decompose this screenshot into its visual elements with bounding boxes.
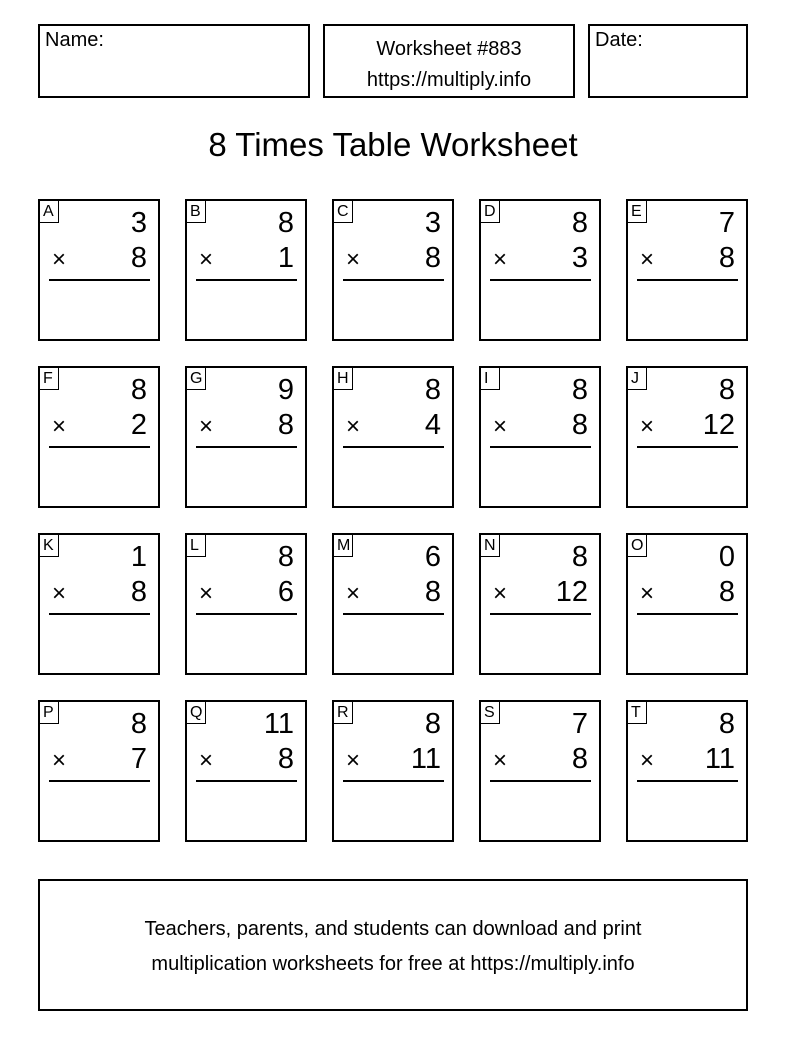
problem-bottom-number: 11 [410,743,441,775]
multiply-sign: × [346,413,361,440]
problem-top-number: 7 [718,207,735,239]
problem-top-number: 8 [718,374,735,406]
problem-letter: I [481,368,500,390]
problem-top-number: 3 [130,207,147,239]
problem-bottom-number: 8 [571,409,588,441]
problem-bottom-number: 8 [424,576,441,608]
problem-bottom-number: 8 [718,242,735,274]
problem-bottom-number: 2 [130,409,147,441]
problem-cell[interactable] [626,700,748,842]
problem-top-number: 8 [277,207,294,239]
problem-cell[interactable] [185,199,307,341]
multiply-sign: × [493,413,508,440]
problem-letter: G [187,368,206,390]
problem-letter: F [40,368,59,390]
answer-line [343,613,444,615]
problem-bottom-number: 8 [277,743,294,775]
problem-letter: Q [187,702,206,724]
answer-line [490,613,591,615]
problem-cell[interactable] [38,533,160,675]
problem-top-number: 9 [277,374,294,406]
problem-letter: N [481,535,500,557]
problem-cell[interactable] [332,533,454,675]
multiply-sign: × [493,580,508,607]
multiply-sign: × [199,413,214,440]
problem-letter: A [40,201,59,223]
answer-line [490,279,591,281]
problem-letter: D [481,201,500,223]
footer-note [38,879,748,1011]
problem-letter: L [187,535,206,557]
problem-letter: H [334,368,353,390]
multiply-sign: × [199,246,214,273]
problem-letter: O [628,535,647,557]
problem-letter: P [40,702,59,724]
problem-top-number: 1 [130,541,147,573]
answer-line [637,613,738,615]
problem-bottom-number: 11 [704,743,735,775]
problem-cell[interactable] [185,366,307,508]
problem-bottom-number: 6 [277,576,294,608]
multiply-sign: × [52,580,67,607]
multiply-sign: × [493,246,508,273]
answer-line [343,780,444,782]
problem-bottom-number: 8 [130,576,147,608]
problem-top-number: 8 [718,708,735,740]
problem-letter: B [187,201,206,223]
problem-top-number: 8 [424,374,441,406]
footer-line-1: Teachers, parents, and students can download and print [144,918,642,940]
answer-line [196,613,297,615]
multiply-sign: × [493,747,508,774]
problem-top-number: 3 [424,207,441,239]
answer-line [49,279,150,281]
problem-bottom-number: 12 [702,409,735,441]
answer-line [490,446,591,448]
answer-line [49,613,150,615]
multiply-sign: × [199,580,214,607]
problem-cell[interactable] [626,366,748,508]
problem-letter: C [334,201,353,223]
multiply-sign: × [346,246,361,273]
problem-cell[interactable] [626,533,748,675]
problem-bottom-number: 8 [571,743,588,775]
problem-cell[interactable] [38,700,160,842]
problem-bottom-number: 8 [718,576,735,608]
multiply-sign: × [52,413,67,440]
multiply-sign: × [346,580,361,607]
problem-letter: T [628,702,647,724]
multiply-sign: × [640,413,655,440]
problem-cell[interactable] [479,199,601,341]
problem-top-number: 7 [571,708,588,740]
answer-line [196,446,297,448]
problem-bottom-number: 12 [555,576,588,608]
problem-top-number: 11 [263,708,294,740]
problem-cell[interactable] [332,366,454,508]
problem-cell[interactable] [479,366,601,508]
problem-cell[interactable] [38,199,160,341]
answer-line [49,446,150,448]
problem-cell[interactable] [626,199,748,341]
problem-cell[interactable] [332,199,454,341]
problem-cell[interactable] [185,700,307,842]
problem-bottom-number: 8 [277,409,294,441]
problem-bottom-number: 8 [424,242,441,274]
problem-letter: S [481,702,500,724]
problem-letter: K [40,535,59,557]
problem-cell[interactable] [332,700,454,842]
problem-bottom-number: 4 [424,409,441,441]
page-title: 8 Times Table Worksheet [208,126,578,163]
problem-letter: E [628,201,647,223]
problem-top-number: 8 [571,541,588,573]
footer-line-2: multiplication worksheets for free at https://multiply.info [151,953,635,975]
problem-bottom-number: 7 [130,743,147,775]
multiply-sign: × [199,747,214,774]
multiply-sign: × [346,747,361,774]
answer-line [490,780,591,782]
answer-line [196,279,297,281]
multiply-sign: × [52,747,67,774]
problem-letter: M [334,535,353,557]
problem-bottom-number: 8 [130,242,147,274]
problem-top-number: 8 [130,374,147,406]
answer-line [637,780,738,782]
worksheet-number: Worksheet #883 [376,38,522,60]
problem-cell[interactable] [38,366,160,508]
problem-top-number: 8 [277,541,294,573]
multiply-sign: × [640,580,655,607]
name-label: Name: [45,29,104,51]
worksheet-url: https://multiply.info [366,69,532,91]
answer-line [343,446,444,448]
problem-top-number: 8 [424,708,441,740]
answer-line [343,279,444,281]
problem-top-number: 6 [424,541,441,573]
answer-line [196,780,297,782]
date-label: Date: [595,29,643,51]
problem-top-number: 8 [130,708,147,740]
answer-line [49,780,150,782]
multiply-sign: × [640,747,655,774]
problem-letter: R [334,702,353,724]
answer-line [637,446,738,448]
problem-cell[interactable] [479,700,601,842]
problem-top-number: 8 [571,207,588,239]
problem-top-number: 8 [571,374,588,406]
problem-bottom-number: 3 [571,242,588,274]
problem-top-number: 0 [718,541,735,573]
problem-letter: J [628,368,647,390]
multiply-sign: × [640,246,655,273]
problem-bottom-number: 1 [277,242,294,274]
problem-cell[interactable] [479,533,601,675]
problem-cell[interactable] [185,533,307,675]
multiply-sign: × [52,246,67,273]
answer-line [637,279,738,281]
